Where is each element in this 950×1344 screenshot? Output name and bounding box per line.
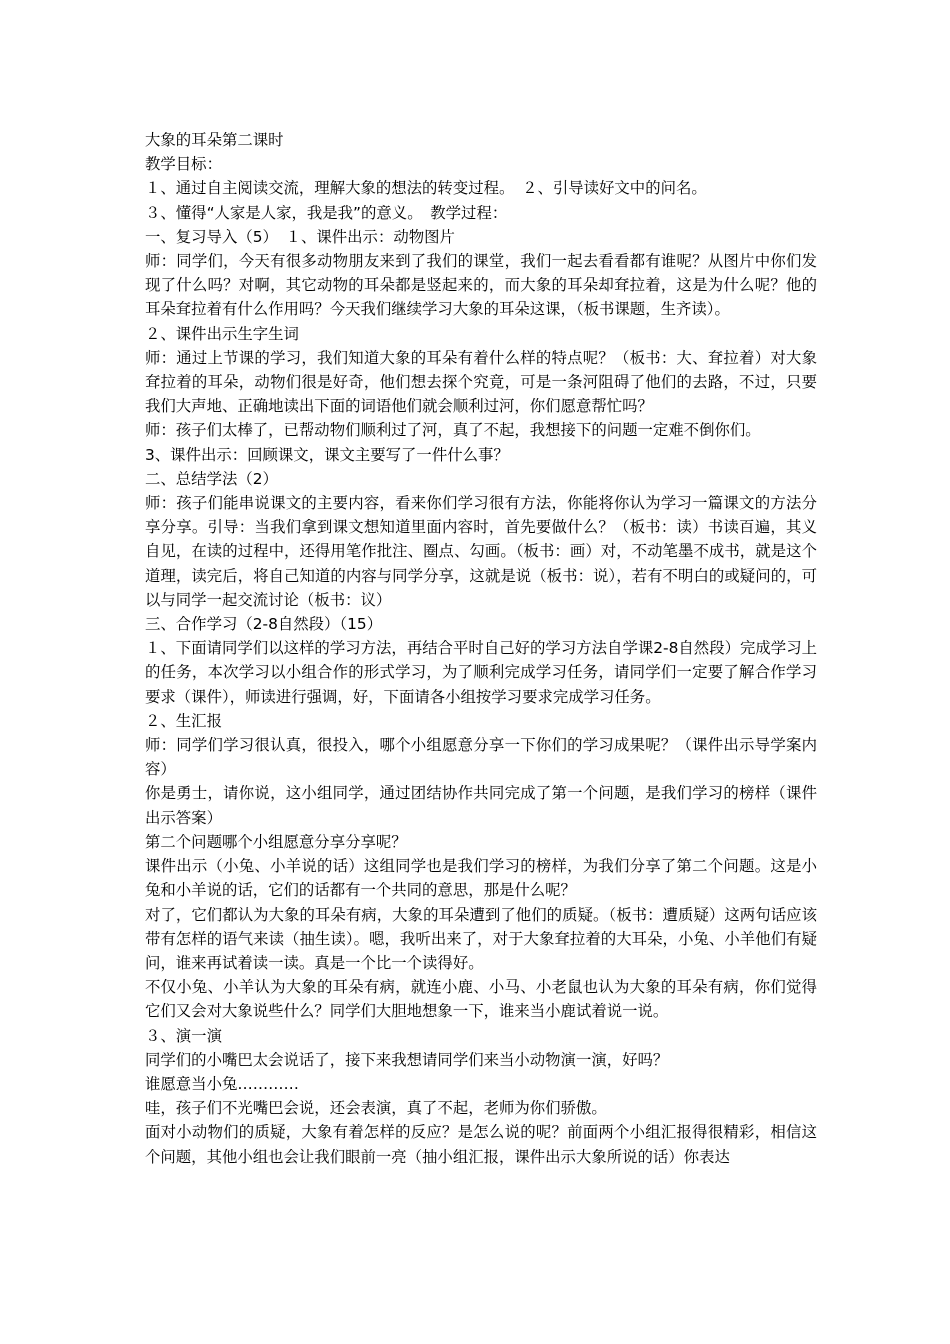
paragraph: 师：孩子们能串说课文的主要内容，看来你们学习很有方法，你能将你认为学习一篇课文的方法分享分享。引导：当我们拿到课文想知道里面内容时，首先要做什么？（板书：读）书读百遍，其义自见，在读的过程中，还得用笔作批注、圈点、勾画。（板书：画）对，不动笔墨不成书，就是这个道理，读完后，将自己知道的内容与同学分享，这就是说（板书：说），若有不明白的或疑问的，可以与同学一起交流讨论（板书：议） bbox=[145, 494, 817, 609]
paragraph-objectives-heading: 教学目标： bbox=[145, 155, 222, 174]
paragraph-objective-1-2: １、通过自主阅读交流，理解大象的想法的转变过程。 ２、引导读好文中的问名。 bbox=[145, 179, 707, 198]
paragraph: 对了，它们都认为大象的耳朵有病，大象的耳朵遭到了他们的质疑。（板书：遭质疑）这两句话应该带有怎样的语气来读（抽生读）。嗯，我听出来了，对于大象耷拉着的大耳朵，小兔、小羊他们有疑问，谁来再试着读一读。真是一个比一个读得好。 bbox=[145, 905, 817, 972]
paragraph: 谁愿意当小兔………… bbox=[145, 1074, 299, 1093]
paragraph: 第二个问题哪个小组愿意分享分享呢？ bbox=[145, 832, 407, 851]
paragraph: 哇，孩子们不光嘴巴会说，还会表演，真了不起，老师为你们骄傲。 bbox=[145, 1099, 607, 1118]
section-heading-cooperation: 三、合作学习（2-8自然段）（15） bbox=[145, 615, 383, 634]
paragraph: ２、课件出示生字生词 bbox=[145, 324, 299, 343]
paragraph: 课件出示（小兔、小羊说的话）这组同学也是我们学习的榜样，为我们分享了第二个问题。这是小兔和小羊说的话，它们的话都有一个共同的意思，那是什么呢？ bbox=[145, 857, 817, 900]
paragraph: 面对小动物们的质疑，大象有着怎样的反应？是怎么说的呢？前面两个小组汇报得很精彩，相信这个问题，其他小组也会让我们眼前一亮（抽小组汇报，课件出示大象所说的话）你表达 bbox=[145, 1123, 817, 1166]
document-body bbox=[145, 128, 817, 1169]
paragraph: 你是勇士，请你说，这小组同学，通过团结协作共同完成了第一个问题，是我们学习的榜样（课件出示答案） bbox=[145, 784, 817, 827]
paragraph: １、下面请同学们以这样的学习方法，再结合平时自己好的学习方法自学课2-8自然段）完成学习上的任务，本次学习以小组合作的形式学习，为了顺利完成学习任务，请同学们一定要了解合作学习要求（课件），师读进行强调，好，下面请各小组按学习要求完成学习任务。 bbox=[145, 639, 817, 706]
section-heading-review: 一、复习导入（5） １、课件出示：动物图片 bbox=[145, 227, 455, 246]
paragraph: 师：孩子们太棒了，已帮动物们顺利过了河，真了不起，我想接下的问题一定难不倒你们。 bbox=[145, 421, 761, 440]
paragraph: 师：同学们，今天有很多动物朋友来到了我们的课堂，我们一起去看看都有谁呢？从图片中你们发现了什么吗？对啊，其它动物的耳朵都是竖起来的，而大象的耳朵却耷拉着，这是为什么呢？他的耳朵耷拉着有什么作用吗？今天我们继续学习大象的耳朵这课，（板书课题，生齐读）。 bbox=[145, 252, 817, 319]
paragraph: ３、演一演 bbox=[145, 1026, 222, 1045]
paragraph: 同学们的小嘴巴太会说话了，接下来我想请同学们来当小动物演一演，好吗？ bbox=[145, 1050, 669, 1069]
paragraph: 师：通过上节课的学习，我们知道大象的耳朵有着什么样的特点呢？（板书：大、耷拉着）对大象耷拉着的耳朵，动物们很是好奇，他们想去探个究竟，可是一条河阻碍了他们的去路，不过，只要我们大声地、正确地读出下面的词语他们就会顺利过河，你们愿意帮忙吗？ bbox=[145, 348, 817, 416]
document-title: 大象的耳朵第二课时 bbox=[145, 131, 284, 149]
paragraph-objective-3: ３、懂得“人家是人家，我是我”的意义。 教学过程： bbox=[145, 203, 508, 222]
paragraph: 师：同学们学习很认真，很投入，哪个小组愿意分享一下你们的学习成果呢？（课件出示导学案内容） bbox=[145, 736, 817, 779]
section-heading-method: 二、总结学法（2） bbox=[145, 469, 278, 488]
paragraph: ２、生汇报 bbox=[145, 711, 222, 730]
paragraph: 3、课件出示：回顾课文，课文主要写了一件什么事？ bbox=[145, 445, 509, 464]
paragraph: 不仅小兔、小羊认为大象的耳朵有病，就连小鹿、小马、小老鼠也认为大象的耳朵有病，你们觉得它们又会对大象说些什么？同学们大胆地想象一下，谁来当小鹿试着说一说。 bbox=[145, 978, 817, 1021]
